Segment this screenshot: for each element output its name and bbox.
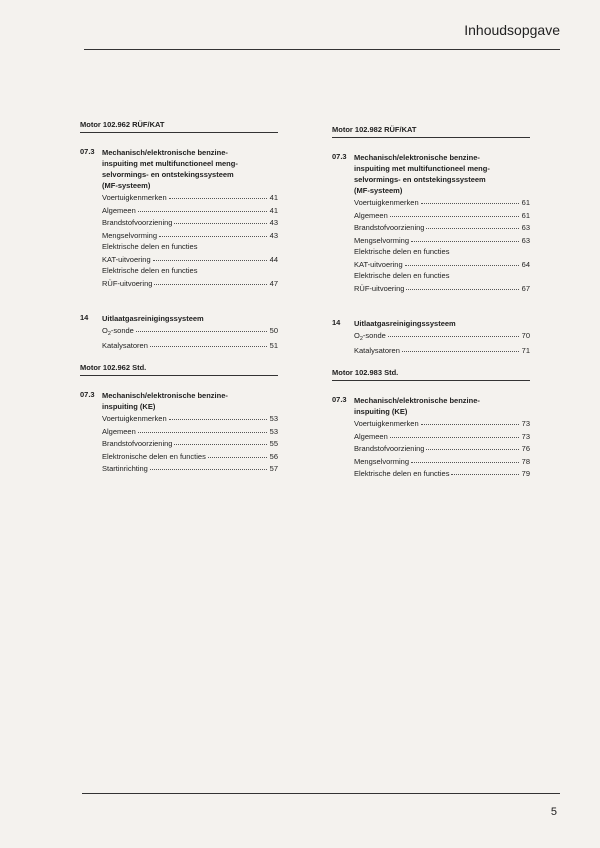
- toc-entry-label: Elektrische delen en functies: [354, 469, 450, 478]
- dot-leader: [426, 220, 518, 229]
- toc-entry-label: Mengselvorming: [102, 230, 158, 240]
- toc-entry-page: 43: [269, 218, 278, 227]
- toc-entry-page: 44: [269, 254, 278, 264]
- section-title-line: inspuiting (KE): [354, 407, 408, 416]
- section-title-line: (MF-systeem): [102, 181, 151, 190]
- toc-entry[interactable]: [354, 329, 530, 344]
- toc-entry-page: 47: [269, 278, 278, 288]
- toc-entry-page: 71: [521, 345, 530, 355]
- toc-entry-page: 63: [521, 223, 530, 232]
- toc-entry[interactable]: [102, 462, 278, 475]
- dot-leader: [406, 281, 518, 290]
- toc-entry-label: RÜF-uitvoering: [102, 278, 153, 288]
- section-title-line: inspuiting met multifunctioneel meng-: [102, 159, 238, 168]
- toc-entry-label: Elektronische delen en functies: [102, 451, 206, 461]
- dot-leader: [169, 411, 267, 420]
- dot-leader: [208, 449, 267, 458]
- toc-entry-label: Mengselvorming: [354, 456, 410, 466]
- toc-entry-page: 73: [521, 419, 530, 428]
- toc-subheading: Elektrische delen en functies: [354, 271, 450, 280]
- section-number: 07.3: [80, 147, 95, 156]
- section-title-line: Mechanisch/elektronische benzine-: [354, 396, 480, 405]
- toc-entry-page: 63: [521, 235, 530, 245]
- section-title-line: (MF-systeem): [354, 186, 403, 195]
- toc-entry-label: Voertuigkenmerken: [102, 414, 167, 423]
- motor-heading: Motor 102.982 RÜF/KAT: [332, 125, 530, 138]
- toc-entry-page: 51: [269, 340, 278, 350]
- toc-entry-page: 41: [269, 193, 278, 202]
- toc-entry-page: 61: [521, 198, 530, 207]
- toc-subheading: Elektrische delen en functies: [102, 266, 198, 275]
- toc-entry-label: Voertuigkenmerken: [354, 198, 419, 207]
- toc-entry-page: 56: [269, 451, 278, 461]
- toc-entry[interactable]: [354, 344, 530, 357]
- toc-entry[interactable]: [102, 277, 278, 290]
- o2-suffix: -sonde: [362, 331, 386, 340]
- toc-entry-page: 43: [269, 230, 278, 240]
- dot-leader: [421, 416, 519, 425]
- dot-leader: [138, 424, 267, 433]
- section-number: 07.3: [80, 390, 95, 399]
- toc-entry-page: 64: [521, 259, 530, 269]
- toc-entry-page: 79: [521, 469, 530, 478]
- dot-leader: [421, 195, 519, 204]
- dot-leader: [138, 203, 267, 212]
- o2-subscript: 2: [107, 331, 111, 337]
- o2-symbol: O: [102, 326, 108, 335]
- o2-subscript: 2: [359, 336, 363, 342]
- toc-section-14: [332, 318, 530, 356]
- section-title-line: selvormings- en ontstekingssysteem: [354, 175, 486, 184]
- toc-entry-label: Brandstofvoorziening: [354, 444, 425, 453]
- toc-entry-label: Algemeen: [354, 210, 388, 220]
- toc-entry-page: 67: [521, 283, 530, 293]
- toc-entry-label: Startinrichting: [102, 464, 148, 473]
- toc-entry-page: 50: [269, 326, 278, 335]
- section-title-line: Uitlaatgasreinigingssysteem: [102, 314, 204, 323]
- toc-section-07-3: [80, 147, 278, 289]
- toc-entry-page: 57: [269, 464, 278, 473]
- section-title-line: selvormings- en ontstekingssysteem: [102, 170, 234, 179]
- section-title-line: Mechanisch/elektronische benzine-: [102, 148, 228, 157]
- toc-entry-label: [102, 325, 134, 339]
- dot-leader: [136, 323, 267, 332]
- dot-leader: [174, 436, 266, 445]
- dot-leader: [150, 338, 267, 347]
- dot-leader: [426, 441, 518, 450]
- toc-entry-label: Voertuigkenmerken: [102, 193, 167, 202]
- dot-leader: [174, 215, 266, 224]
- toc-entry-label: Katalysatoren: [102, 340, 148, 350]
- toc-subheading: Elektrische delen en functies: [354, 247, 450, 256]
- dot-leader: [154, 276, 266, 285]
- toc-entry[interactable]: [102, 229, 278, 242]
- dot-leader: [388, 328, 519, 337]
- dot-leader: [405, 257, 519, 266]
- dot-leader: [153, 252, 267, 261]
- motor-heading: Motor 102.962 Std.: [80, 363, 278, 376]
- toc-entry[interactable]: [102, 324, 278, 339]
- toc-section-14: [80, 313, 278, 351]
- dot-leader: [402, 343, 519, 352]
- section-number: 14: [332, 318, 341, 327]
- dot-leader: [169, 190, 267, 199]
- toc-section-07-3: [332, 152, 530, 294]
- toc-entry[interactable]: [354, 234, 530, 247]
- toc-entry[interactable]: [354, 467, 530, 480]
- section-title-line: Mechanisch/elektronische benzine-: [354, 153, 480, 162]
- toc-entry-label: Katalysatoren: [354, 345, 400, 355]
- section-title-line: inspuiting met multifunctioneel meng-: [354, 164, 490, 173]
- toc-entry-label: Brandstofvoorziening: [354, 223, 425, 232]
- section-number: 07.3: [332, 395, 347, 404]
- o2-suffix: -sonde: [110, 326, 134, 335]
- toc-entry-label: Brandstofvoorziening: [102, 439, 173, 448]
- toc-entry-page: 53: [269, 414, 278, 423]
- motor-heading: Motor 102.983 Std.: [332, 368, 530, 381]
- toc-subheading: Elektrische delen en functies: [102, 242, 198, 251]
- section-title-line: Uitlaatgasreinigingssysteem: [354, 319, 456, 328]
- toc-entry-page: 41: [269, 205, 278, 215]
- toc-entry-label: KAT-uitvoering: [354, 259, 403, 269]
- toc-entry-label: [354, 330, 386, 344]
- dot-leader: [451, 466, 518, 475]
- section-title-line: inspuiting (KE): [102, 402, 156, 411]
- page-title: Inhoudsopgave: [464, 22, 560, 38]
- toc-entry-page: 55: [269, 439, 278, 448]
- toc-entry[interactable]: [354, 282, 530, 295]
- toc-column-left: [80, 120, 278, 487]
- toc-entry-page: 53: [269, 426, 278, 436]
- toc-entry-page: 78: [521, 456, 530, 466]
- toc-entry-page: 73: [521, 431, 530, 441]
- toc-entry-label: Brandstofvoorziening: [102, 218, 173, 227]
- section-number: 14: [80, 313, 89, 322]
- toc-entry-label: Algemeen: [102, 205, 136, 215]
- toc-entry-label: Algemeen: [102, 426, 136, 436]
- toc-entry-label: Mengselvorming: [354, 235, 410, 245]
- toc-entry[interactable]: [102, 253, 278, 266]
- dot-leader: [411, 454, 519, 463]
- dot-leader: [411, 233, 519, 242]
- toc-section-07-3: [332, 395, 530, 480]
- dot-leader: [390, 208, 519, 217]
- toc-entry-page: 76: [521, 444, 530, 453]
- section-title-line: Mechanisch/elektronische benzine-: [102, 391, 228, 400]
- toc-entry-label: Voertuigkenmerken: [354, 419, 419, 428]
- footer-divider: [82, 793, 560, 794]
- toc-entry-label: RÜF-uitvoering: [354, 283, 405, 293]
- toc-entry-page: 61: [521, 210, 530, 220]
- toc-column-right: [332, 125, 530, 492]
- toc-entry-page: 70: [521, 331, 530, 340]
- dot-leader: [150, 461, 267, 470]
- toc-entry-label: KAT-uitvoering: [102, 254, 151, 264]
- header-divider: [84, 49, 560, 50]
- toc-entry[interactable]: [354, 258, 530, 271]
- toc-section-07-3: [80, 390, 278, 475]
- toc-entry-label: Algemeen: [354, 431, 388, 441]
- o2-symbol: O: [354, 331, 360, 340]
- page-number: 5: [550, 806, 557, 818]
- motor-heading: Motor 102.962 RÜF/KAT: [80, 120, 278, 133]
- dot-leader: [390, 429, 519, 438]
- section-number: 07.3: [332, 152, 347, 161]
- toc-entry[interactable]: [102, 339, 278, 352]
- dot-leader: [159, 228, 267, 237]
